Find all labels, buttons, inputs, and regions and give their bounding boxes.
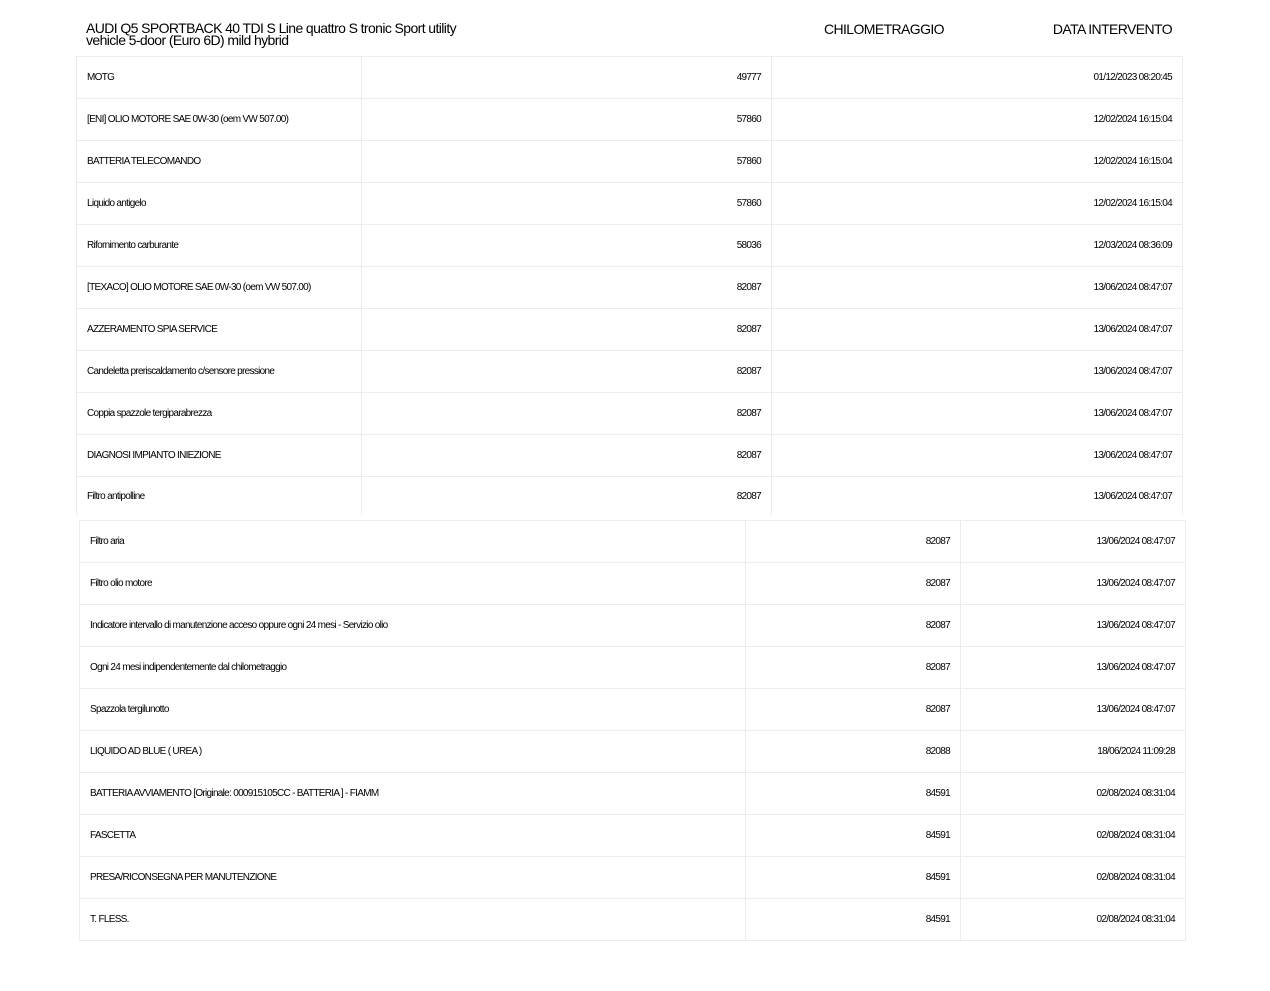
interventions-table-1-body	[77, 57, 1183, 516]
intervention-description: DIAGNOSI IMPIANTO INIEZIONE	[77, 435, 362, 477]
table-row	[80, 899, 1186, 941]
table-row	[80, 857, 1186, 899]
intervention-mileage: 82087	[746, 563, 961, 605]
intervention-date: 18/06/2024 11:09:28	[961, 731, 1186, 773]
intervention-date: 02/08/2024 08:31:04	[961, 773, 1186, 815]
table-row	[80, 773, 1186, 815]
intervention-date: 12/02/2024 16:15:04	[772, 183, 1183, 225]
intervention-date: 12/02/2024 16:15:04	[772, 141, 1183, 183]
intervention-date: 13/06/2024 08:47:07	[772, 309, 1183, 351]
intervention-date: 13/06/2024 08:47:07	[961, 563, 1186, 605]
table-row	[80, 605, 1186, 647]
intervention-mileage: 58036	[362, 225, 772, 267]
intervention-mileage: 84591	[746, 773, 961, 815]
intervention-date: 02/08/2024 08:31:04	[961, 857, 1186, 899]
table-row	[77, 393, 1183, 435]
intervention-date: 13/06/2024 08:47:07	[772, 351, 1183, 393]
mileage-column-header: CHILOMETRAGGIO	[824, 21, 944, 37]
intervention-description: Filtro antipolline	[77, 477, 362, 516]
table-row	[77, 141, 1183, 183]
vehicle-line-1: AUDI Q5 SPORTBACK 40 TDI S Line quattro S tronic Sport utility	[86, 20, 457, 36]
intervention-mileage: 84591	[746, 857, 961, 899]
table-row	[77, 309, 1183, 351]
report-header	[86, 22, 1186, 52]
intervention-date: 02/08/2024 08:31:04	[961, 815, 1186, 857]
intervention-date: 13/06/2024 08:47:07	[961, 647, 1186, 689]
table-row	[77, 267, 1183, 309]
intervention-mileage: 82087	[362, 309, 772, 351]
intervention-date: 13/06/2024 08:47:07	[772, 435, 1183, 477]
intervention-mileage: 82087	[362, 351, 772, 393]
interventions-table-2-body	[80, 521, 1186, 941]
table-row	[77, 477, 1183, 516]
intervention-description: BATTERIA AVVIAMENTO [Originale: 000915105CC - BATTERIA ] - FIAMM	[80, 773, 746, 815]
intervention-description: Rifornimento carburante	[77, 225, 362, 267]
intervention-date: 02/08/2024 08:31:04	[961, 899, 1186, 941]
table-row	[77, 57, 1183, 99]
intervention-mileage: 84591	[746, 899, 961, 941]
intervention-mileage: 57860	[362, 183, 772, 225]
intervention-mileage: 82087	[362, 477, 772, 516]
intervention-description: T. FLESS.	[80, 899, 746, 941]
date-column-header: DATA INTERVENTO	[1052, 21, 1172, 37]
intervention-mileage: 82087	[746, 521, 961, 563]
intervention-date: 13/06/2024 08:47:07	[772, 267, 1183, 309]
vehicle-description	[86, 22, 506, 46]
intervention-description: Indicatore intervallo di manutenzione acceso oppure ogni 24 mesi - Servizio olio	[80, 605, 746, 647]
intervention-description: [ENI] OLIO MOTORE SAE 0W-30 (oem VW 507.00)	[77, 99, 362, 141]
intervention-description: Coppia spazzole tergiparabrezza	[77, 393, 362, 435]
table-row	[77, 435, 1183, 477]
intervention-date: 12/03/2024 08:36:09	[772, 225, 1183, 267]
intervention-description: LIQUIDO AD BLUE ( UREA )	[80, 731, 746, 773]
intervention-date: 13/06/2024 08:47:07	[961, 689, 1186, 731]
intervention-mileage: 82087	[362, 267, 772, 309]
table-row	[80, 563, 1186, 605]
intervention-description: Candeletta preriscaldamento c/sensore pressione	[77, 351, 362, 393]
interventions-table-2	[79, 520, 1186, 941]
intervention-description: Ogni 24 mesi indipendentemente dal chilometraggio	[80, 647, 746, 689]
vehicle-line-2: vehicle 5-door (Euro 6D) mild hybrid	[86, 32, 289, 48]
intervention-date: 13/06/2024 08:47:07	[772, 477, 1183, 516]
table-row	[77, 225, 1183, 267]
intervention-mileage: 82087	[746, 605, 961, 647]
intervention-date: 13/06/2024 08:47:07	[961, 605, 1186, 647]
intervention-mileage: 82087	[362, 393, 772, 435]
table-row	[80, 815, 1186, 857]
intervention-description: Filtro olio motore	[80, 563, 746, 605]
intervention-description: Filtro aria	[80, 521, 746, 563]
intervention-description: Liquido antigelo	[77, 183, 362, 225]
intervention-mileage: 82088	[746, 731, 961, 773]
table-row	[80, 731, 1186, 773]
intervention-mileage: 82087	[362, 435, 772, 477]
intervention-mileage: 84591	[746, 815, 961, 857]
intervention-description: Spazzola tergilunotto	[80, 689, 746, 731]
intervention-description: [TEXACO] OLIO MOTORE SAE 0W-30 (oem VW 507.00)	[77, 267, 362, 309]
intervention-date: 13/06/2024 08:47:07	[772, 393, 1183, 435]
interventions-table-1	[76, 56, 1183, 515]
table-row	[77, 99, 1183, 141]
intervention-mileage: 57860	[362, 99, 772, 141]
intervention-description: MOTG	[77, 57, 362, 99]
intervention-mileage: 57860	[362, 141, 772, 183]
intervention-date: 01/12/2023 08:20:45	[772, 57, 1183, 99]
intervention-mileage: 49777	[362, 57, 772, 99]
intervention-description: AZZERAMENTO SPIA SERVICE	[77, 309, 362, 351]
table-row	[77, 351, 1183, 393]
table-row	[80, 689, 1186, 731]
table-row	[77, 183, 1183, 225]
intervention-mileage: 82087	[746, 647, 961, 689]
intervention-description: PRESA/RICONSEGNA PER MANUTENZIONE	[80, 857, 746, 899]
intervention-date: 13/06/2024 08:47:07	[961, 521, 1186, 563]
intervention-date: 12/02/2024 16:15:04	[772, 99, 1183, 141]
intervention-description: BATTERIA TELECOMANDO	[77, 141, 362, 183]
table-row	[80, 647, 1186, 689]
intervention-mileage: 82087	[746, 689, 961, 731]
table-row	[80, 521, 1186, 563]
intervention-description: FASCETTA	[80, 815, 746, 857]
